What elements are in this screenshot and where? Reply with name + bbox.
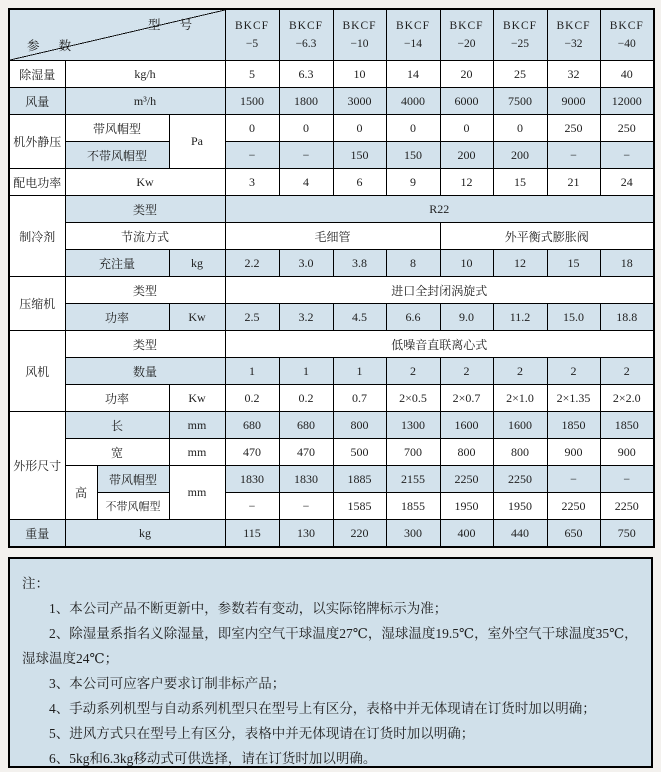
cell: 680 xyxy=(225,412,279,439)
cell: 2250 xyxy=(440,466,493,493)
cell: − xyxy=(225,493,279,520)
sub-label: 功率 xyxy=(65,304,169,331)
cell: 5 xyxy=(225,61,279,88)
cell: 0 xyxy=(225,115,279,142)
sub-label: 不带风帽型 xyxy=(97,493,169,520)
model-prefix: BKCF xyxy=(342,20,377,32)
row-label: 压缩机 xyxy=(9,277,65,331)
cell: − xyxy=(279,493,333,520)
cell: 9.0 xyxy=(440,304,493,331)
cell: 115 xyxy=(225,520,279,548)
cell: 2×1.0 xyxy=(493,385,547,412)
notes-box xyxy=(8,557,653,768)
row-unit: mm xyxy=(169,466,225,520)
spec-sheet xyxy=(8,8,653,548)
model-suffix: −32 xyxy=(564,38,583,50)
row-fan-qty xyxy=(9,358,654,385)
model-prefix: BKCF xyxy=(502,20,538,32)
cell: 18.8 xyxy=(600,304,654,331)
cell: 0 xyxy=(440,115,493,142)
cell: 1950 xyxy=(493,493,547,520)
cell: 2×2.0 xyxy=(600,385,654,412)
cell: 250 xyxy=(600,115,654,142)
model-header xyxy=(440,9,493,61)
sub-label: 类型 xyxy=(65,277,225,304)
corner-model-label: 型 号 xyxy=(148,18,201,32)
cell: 500 xyxy=(333,439,386,466)
cell: 32 xyxy=(547,61,600,88)
cell: 250 xyxy=(547,115,600,142)
cell: 900 xyxy=(600,439,654,466)
cell: − xyxy=(600,142,654,169)
model-header xyxy=(386,9,440,61)
cell: − xyxy=(225,142,279,169)
cell: 7500 xyxy=(493,88,547,115)
cell: 2155 xyxy=(386,466,440,493)
row-compressor-type xyxy=(9,277,654,304)
row-unit: Kw xyxy=(169,385,225,412)
sub-label: 带风帽型 xyxy=(65,115,169,142)
row-dehumid xyxy=(9,61,654,88)
cell: 2.5 xyxy=(225,304,279,331)
cell: 1 xyxy=(225,358,279,385)
sub-label: 高 xyxy=(65,466,97,520)
spec-table xyxy=(8,8,655,548)
cell: 130 xyxy=(279,520,333,548)
cell: 11.2 xyxy=(493,304,547,331)
cell: 3 xyxy=(225,169,279,196)
model-prefix: BKCF xyxy=(395,20,431,32)
cell: 1885 xyxy=(333,466,386,493)
cell: 800 xyxy=(493,439,547,466)
row-dims-height-hood xyxy=(9,466,654,493)
note-item: 2、除湿量系指名义除湿量，即室内空气干球温度27℃，湿球温度19.5℃，室外空气干球温度35℃，湿球温度24℃； xyxy=(22,626,638,666)
cell: 1300 xyxy=(386,412,440,439)
cell: 10 xyxy=(333,61,386,88)
row-refrigerant-type xyxy=(9,196,654,223)
cell: 470 xyxy=(225,439,279,466)
cell: 1800 xyxy=(279,88,333,115)
row-weight xyxy=(9,520,654,548)
model-header xyxy=(225,9,279,61)
model-header xyxy=(493,9,547,61)
note-item: 1、本公司产品不断更新中，参数若有变动，以实际铭牌标示为准； xyxy=(49,601,448,616)
row-label: 除湿量 xyxy=(9,61,65,88)
corner-param-label: 参 数 xyxy=(27,39,80,53)
row-unit: mm xyxy=(169,412,225,439)
cell: − xyxy=(279,142,333,169)
cell: 1850 xyxy=(547,412,600,439)
cell: 15 xyxy=(547,250,600,277)
row-unit: Kw xyxy=(169,304,225,331)
cell: 4000 xyxy=(386,88,440,115)
cell: 1 xyxy=(279,358,333,385)
cell: 200 xyxy=(440,142,493,169)
cell: 2250 xyxy=(600,493,654,520)
cell: 9000 xyxy=(547,88,600,115)
model-header xyxy=(547,9,600,61)
row-unit: kg xyxy=(169,250,225,277)
sub-label: 数量 xyxy=(65,358,225,385)
model-suffix: −5 xyxy=(245,38,259,50)
cell: 6.3 xyxy=(279,61,333,88)
cell: 1850 xyxy=(600,412,654,439)
model-prefix: BKCF xyxy=(449,20,484,32)
cell: 15.0 xyxy=(547,304,600,331)
cell: 1500 xyxy=(225,88,279,115)
cell: − xyxy=(547,142,600,169)
row-unit: Pa xyxy=(169,115,225,169)
cell: 6000 xyxy=(440,88,493,115)
cell: 900 xyxy=(547,439,600,466)
row-unit: Kw xyxy=(65,169,225,196)
model-suffix: −14 xyxy=(404,38,422,50)
cell: 1 xyxy=(333,358,386,385)
cell: 1855 xyxy=(386,493,440,520)
cell: 12 xyxy=(493,250,547,277)
sub-label: 类型 xyxy=(65,196,225,223)
sub-label: 充注量 xyxy=(65,250,169,277)
cell: 2 xyxy=(547,358,600,385)
sub-label: 不带风帽型 xyxy=(65,142,169,169)
sub-label: 宽 xyxy=(65,439,169,466)
row-refrigerant-throttle xyxy=(9,223,654,250)
cell: 220 xyxy=(333,520,386,548)
cell: 0 xyxy=(333,115,386,142)
cell: 300 xyxy=(386,520,440,548)
header-row xyxy=(9,9,654,61)
row-compressor-power xyxy=(9,304,654,331)
cell: 1600 xyxy=(493,412,547,439)
row-label: 外形尺寸 xyxy=(9,412,65,520)
cell: − xyxy=(547,466,600,493)
cell: 1585 xyxy=(333,493,386,520)
cell: 2.2 xyxy=(225,250,279,277)
cell: 3000 xyxy=(333,88,386,115)
row-refrigerant-charge xyxy=(9,250,654,277)
cell: 200 xyxy=(493,142,547,169)
cell: 700 xyxy=(386,439,440,466)
cell: 0.7 xyxy=(333,385,386,412)
cell: 进口全封闭涡旋式 xyxy=(225,277,654,304)
cell: 470 xyxy=(279,439,333,466)
model-header xyxy=(600,9,654,61)
note-item: 6、5kg和6.3kg移动式可供选择，请在订货时加以明确。 xyxy=(49,751,377,766)
row-power xyxy=(9,169,654,196)
row-label: 风量 xyxy=(9,88,65,115)
corner-diagonal-cell xyxy=(9,9,225,61)
model-header xyxy=(333,9,386,61)
cell: 20 xyxy=(440,61,493,88)
cell: R22 xyxy=(225,196,654,223)
model-suffix: −6.3 xyxy=(295,38,317,50)
cell: 0.2 xyxy=(279,385,333,412)
cell: 1950 xyxy=(440,493,493,520)
row-dims-height-nohood xyxy=(9,493,654,520)
note-item: 3、本公司可应客户要求订制非标产品； xyxy=(49,676,286,691)
cell: 18 xyxy=(600,250,654,277)
cell: 2×0.5 xyxy=(386,385,440,412)
row-unit: mm xyxy=(169,439,225,466)
cell: 0.2 xyxy=(225,385,279,412)
cell: 1830 xyxy=(225,466,279,493)
cell: 21 xyxy=(547,169,600,196)
row-dims-width xyxy=(9,439,654,466)
cell: 150 xyxy=(333,142,386,169)
model-suffix: −40 xyxy=(617,38,636,50)
cell: 3.8 xyxy=(333,250,386,277)
model-suffix: −25 xyxy=(511,38,529,50)
cell: 1600 xyxy=(440,412,493,439)
notes-title: 注： xyxy=(22,576,49,591)
model-prefix: BKCF xyxy=(234,20,270,32)
row-dims-length xyxy=(9,412,654,439)
model-suffix: −10 xyxy=(350,38,369,50)
model-suffix: −20 xyxy=(457,38,476,50)
cell: − xyxy=(600,466,654,493)
cell: 800 xyxy=(440,439,493,466)
cell: 低噪音直联离心式 xyxy=(225,331,654,358)
row-label: 机外静压 xyxy=(9,115,65,169)
cell: 14 xyxy=(386,61,440,88)
cell: 8 xyxy=(386,250,440,277)
cell: 24 xyxy=(600,169,654,196)
row-fan-power xyxy=(9,385,654,412)
cell: 9 xyxy=(386,169,440,196)
cell: 外平衡式膨胀阀 xyxy=(440,223,654,250)
cell: 15 xyxy=(493,169,547,196)
cell: 800 xyxy=(333,412,386,439)
cell: 0 xyxy=(279,115,333,142)
cell: 4.5 xyxy=(333,304,386,331)
cell: 1830 xyxy=(279,466,333,493)
cell: 0 xyxy=(386,115,440,142)
sub-label: 类型 xyxy=(65,331,225,358)
cell: 2 xyxy=(386,358,440,385)
cell: 3.2 xyxy=(279,304,333,331)
row-unit: m³/h xyxy=(65,88,225,115)
cell: 40 xyxy=(600,61,654,88)
cell: 12000 xyxy=(600,88,654,115)
model-prefix: BKCF xyxy=(556,20,591,32)
cell: 2250 xyxy=(547,493,600,520)
cell: 400 xyxy=(440,520,493,548)
sub-label: 节流方式 xyxy=(65,223,225,250)
cell: 10 xyxy=(440,250,493,277)
cell: 0 xyxy=(493,115,547,142)
cell: 6.6 xyxy=(386,304,440,331)
cell: 25 xyxy=(493,61,547,88)
cell: 4 xyxy=(279,169,333,196)
row-pressure-nohood xyxy=(9,142,654,169)
sub-label: 长 xyxy=(65,412,169,439)
cell: 2 xyxy=(440,358,493,385)
sub-label: 带风帽型 xyxy=(97,466,169,493)
model-header xyxy=(279,9,333,61)
row-label: 制冷剂 xyxy=(9,196,65,277)
row-fan-type xyxy=(9,331,654,358)
sub-label: 功率 xyxy=(65,385,169,412)
row-label: 风机 xyxy=(9,331,65,412)
cell: 750 xyxy=(600,520,654,548)
model-prefix: BKCF xyxy=(288,20,324,32)
row-airflow xyxy=(9,88,654,115)
cell: 440 xyxy=(493,520,547,548)
cell: 毛细管 xyxy=(225,223,440,250)
row-pressure-hood xyxy=(9,115,654,142)
row-label: 重量 xyxy=(9,520,65,548)
cell: 2×1.35 xyxy=(547,385,600,412)
note-item: 5、进风方式只在型号上有区分，表格中并无体现请在订货时加以明确； xyxy=(49,726,475,741)
cell: 3.0 xyxy=(279,250,333,277)
row-unit: kg/h xyxy=(65,61,225,88)
note-item: 4、手动系列机型与自动系列机型只在型号上有区分，表格中并无体现请在订货时加以明确； xyxy=(49,701,596,716)
model-prefix: BKCF xyxy=(609,20,644,32)
cell: 12 xyxy=(440,169,493,196)
cell: 680 xyxy=(279,412,333,439)
cell: 2×0.7 xyxy=(440,385,493,412)
row-unit: kg xyxy=(65,520,225,548)
cell: 2250 xyxy=(493,466,547,493)
cell: 150 xyxy=(386,142,440,169)
row-label: 配电功率 xyxy=(9,169,65,196)
cell: 2 xyxy=(493,358,547,385)
cell: 650 xyxy=(547,520,600,548)
cell: 2 xyxy=(600,358,654,385)
cell: 6 xyxy=(333,169,386,196)
